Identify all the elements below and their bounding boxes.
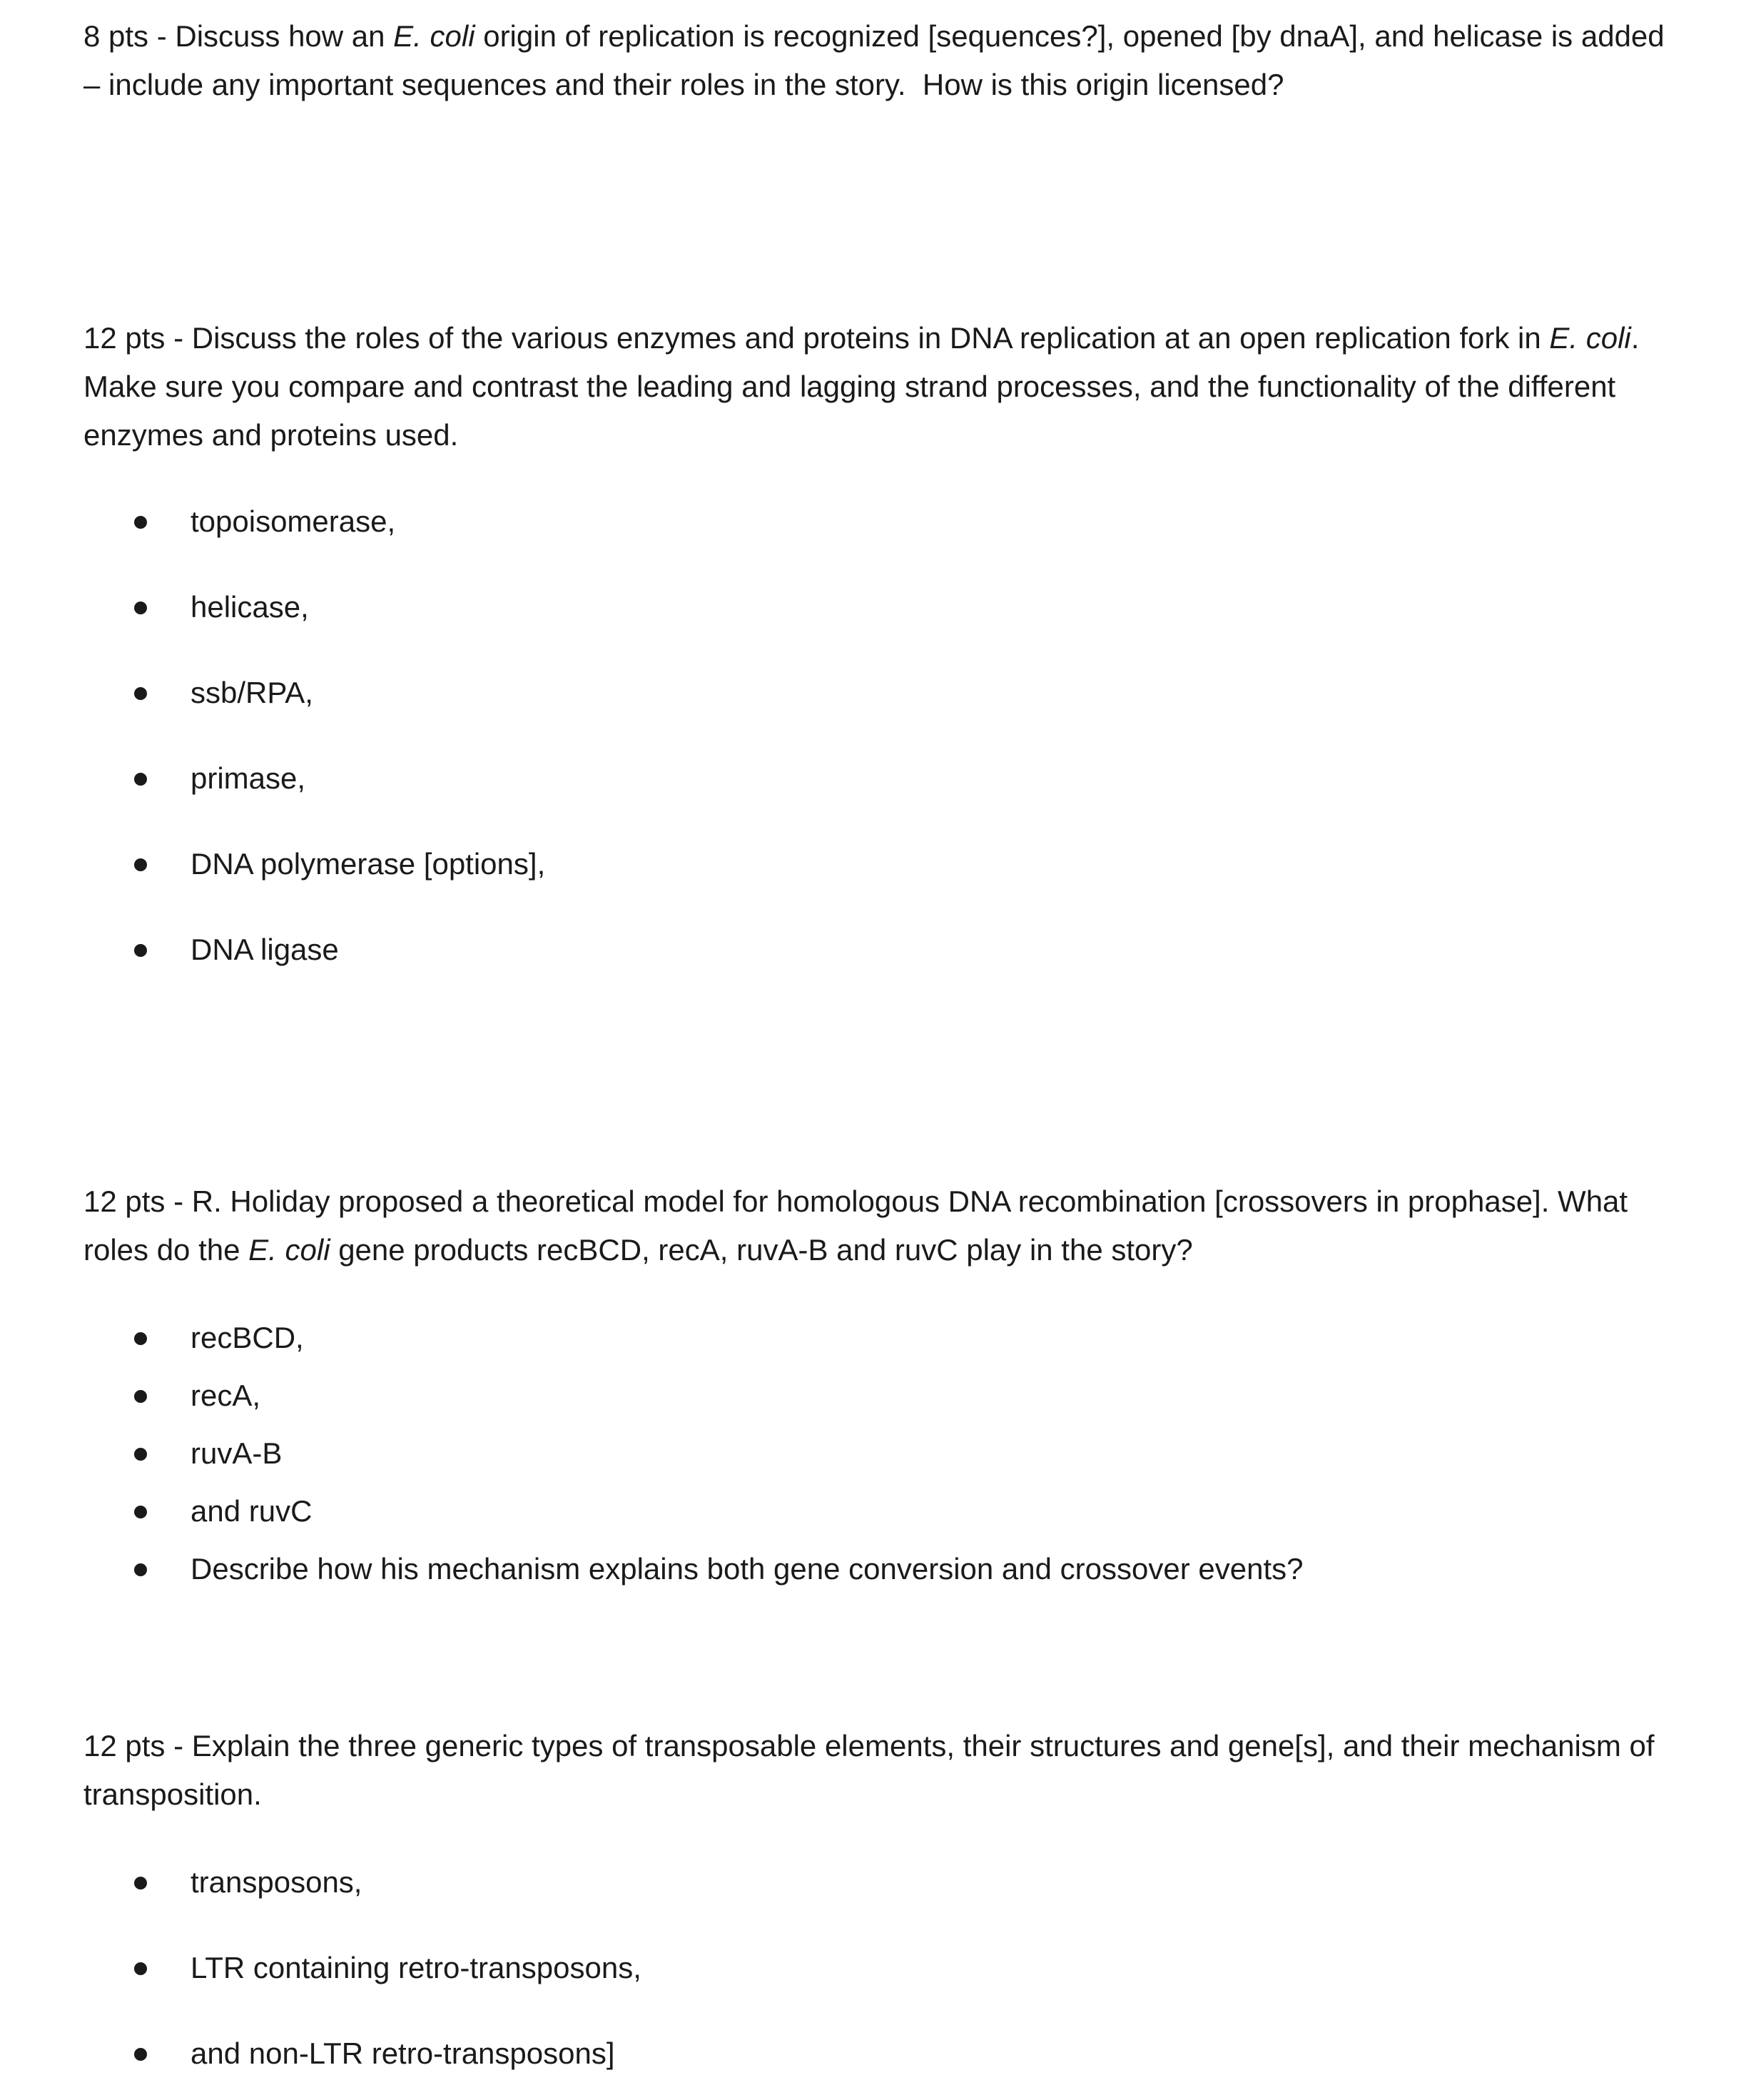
bullet-icon — [134, 773, 147, 786]
question-2-organism: E. coli — [1549, 321, 1631, 355]
question-3-text-cont: gene products recBCD, recA, ruvA-B and ruvC play in the story? — [330, 1233, 1193, 1267]
question-3-text: 12 pts - R. Holiday proposed a theoretical model for homologous DNA recombination [crossovers in prophase]. What roles do the — [83, 1185, 1628, 1267]
list-item-text: LTR containing retro-transposons, — [191, 1951, 641, 1984]
bullet-icon — [134, 1877, 147, 1890]
question-1-text: 8 pts - Discuss how an — [83, 19, 394, 53]
bullet-icon — [134, 687, 147, 700]
bullet-icon — [134, 1390, 147, 1403]
question-1-text-cont: origin of replication is recognized [sequences?], opened [by dnaA], and helicase is added – include any important sequences and their roles in the story. How is this origin licensed? — [83, 19, 1665, 101]
question-3-organism: E. coli — [248, 1233, 330, 1267]
question-4-text: 12 pts - Explain the three generic types of transposable elements, their structures and gene[s], and their mechanism of transposition. — [83, 1729, 1655, 1811]
bullet-icon — [134, 1506, 147, 1518]
list-item-text: DNA ligase — [191, 933, 339, 966]
question-2-text: 12 pts - Discuss the roles of the various enzymes and proteins in DNA replication at an open replication fork in — [83, 321, 1550, 355]
bullet-icon — [134, 1332, 147, 1345]
bullet-icon — [134, 944, 147, 957]
list-item-text: ssb/RPA, — [191, 676, 313, 709]
bullet-icon — [134, 858, 147, 871]
list-item-text: ruvA-B — [191, 1436, 283, 1470]
bullet-icon — [134, 1563, 147, 1576]
list-item-text: DNA polymerase [options], — [191, 847, 546, 881]
list-item-text: and non-LTR retro-transposons] — [191, 2036, 615, 2070]
list-item-text: topoisomerase, — [191, 504, 396, 538]
list-item-text: and ruvC — [191, 1494, 313, 1528]
question-1-organism: E. coli — [393, 19, 475, 53]
question-2 — [83, 314, 1689, 460]
list-item-text: recA, — [191, 1379, 261, 1412]
question-4 — [83, 1722, 1689, 1819]
question-1 — [83, 12, 1689, 109]
list-item-text: Describe how his mechanism explains both gene conversion and crossover events? — [191, 1552, 1304, 1586]
question-2-text-cont: . Make sure you compare and contrast the leading and lagging strand processes, and the functionality of the different enzymes and proteins used. — [83, 321, 1648, 452]
list-item-text: recBCD, — [191, 1321, 304, 1354]
question-3 — [83, 1177, 1689, 1274]
list-item-text: primase, — [191, 761, 306, 795]
list-item-text: helicase, — [191, 590, 309, 624]
bullet-icon — [134, 1448, 147, 1461]
bullet-icon — [134, 1962, 147, 1975]
bullet-icon — [134, 516, 147, 529]
bullet-icon — [134, 602, 147, 614]
list-item-text: transposons, — [191, 1865, 362, 1899]
bullet-icon — [134, 2048, 147, 2061]
